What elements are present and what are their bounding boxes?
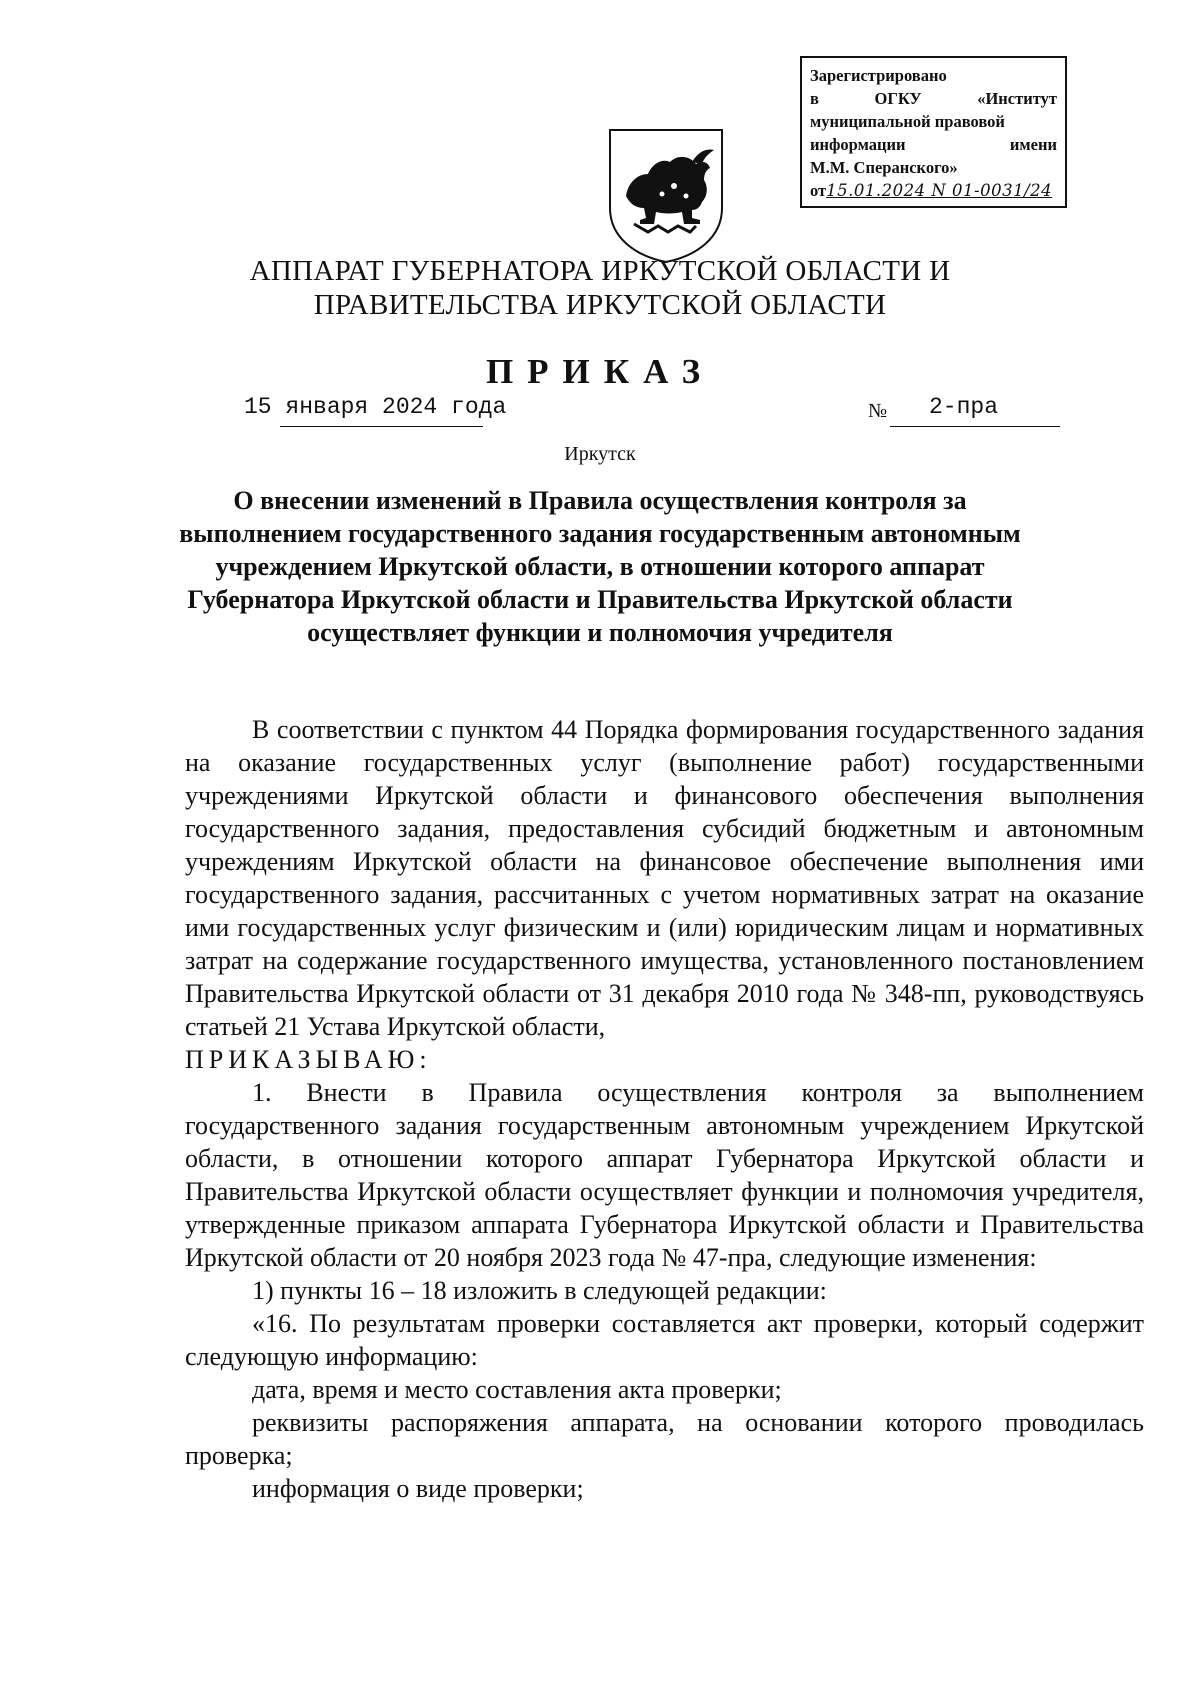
- subitem-1-paragraph: 1) пункты 16 – 18 изложить в следующей редакции:: [252, 1276, 827, 1305]
- organization-name-line-1: АППАРАТ ГУБЕРНАТОРА ИРКУТСКОЙ ОБЛАСТИ И: [249, 255, 951, 287]
- stamp-line-1: Зарегистрировано: [810, 66, 947, 85]
- stamp-line-2-part-a: в: [810, 89, 819, 108]
- stamp-line-3: муниципальной правовой: [810, 112, 1005, 131]
- list-item-2: реквизиты распоряжения аппарата, на основании которого проводилась проверка;: [185, 1408, 1144, 1470]
- stamp-line-2-part-c: «Институт: [977, 89, 1057, 108]
- coat-of-arms-icon: [604, 124, 728, 266]
- stamp-date-prefix: от: [810, 181, 827, 200]
- document-city: Иркутск: [564, 443, 636, 465]
- number-sign: №: [868, 400, 888, 422]
- stamp-line-2: [810, 87, 1057, 110]
- item-1-paragraph: 1. Внести в Правила осуществления контроля за выполнением государственного задания государственным автономным учреждением Иркутской области, в отношении которого аппарат Губернатора Иркутской области и Правительства Иркутской области осуществляет функции и полномочия учредителя, утвержденные приказом аппарата Губернатора Иркутской области и Правительства Иркутской области от 20 ноября 2023 года № 47-пра, следующие изменения:: [185, 1078, 1144, 1272]
- date-underline: [280, 426, 483, 427]
- document-date: 15 января 2024 года: [244, 394, 507, 420]
- document-type-heading: ПРИКАЗ: [485, 352, 715, 391]
- document-title: О внесении изменений в Правила осуществления контроля за выполнением государственного задания государственным автономным учреждением Иркутской области, в отношении которого аппарат Губернатора Иркутской области и Правительства Иркутской области осуществляет функции и полномочия учредителя: [179, 486, 1021, 647]
- registration-stamp: [800, 56, 1067, 208]
- organization-name-line-2: ПРАВИТЕЛЬСТВА ИРКУТСКОЙ ОБЛАСТИ: [313, 289, 887, 321]
- decree-word: ПРИКАЗЫВАЮ:: [185, 1045, 432, 1074]
- stamp-line-4: [810, 133, 1057, 156]
- list-item-3: информация о виде проверки;: [252, 1474, 584, 1503]
- number-underline: [890, 426, 1060, 427]
- list-item-1: дата, время и место составления акта проверки;: [252, 1375, 782, 1404]
- stamp-line-5: М.М. Сперанского»: [810, 158, 958, 177]
- document-body: [185, 713, 1144, 1505]
- document-number: 2-пра: [929, 394, 999, 420]
- stamp-line-4-part-b: имени: [1009, 135, 1057, 154]
- preamble-paragraph: В соответствии с пунктом 44 Порядка формирования государственного задания на оказание государственных услуг (выполнение работ) государственными учреждениями Иркутской области и финансового обеспечения выполнения государственного задания, предоставления субсидий бюджетным и автономным учреждениям Иркутской области на финансовое обеспечение выполнения ими государственного задания, рассчитанных с учетом нормативных затрат на оказание ими государственных услуг физическим и (или) юридическим лицам и нормативных затрат на содержание государственного имущества, установленного постановлением Правительства Иркутской области от 31 декабря 2010 года № 348-пп, руководствуясь статьей 21 Устава Иркутской области,: [185, 715, 1144, 1041]
- point-16-paragraph: «16. По результатам проверки составляется акт проверки, который содержит следующую информацию:: [185, 1309, 1144, 1371]
- stamp-line-6: [810, 179, 1057, 202]
- stamp-line-2-part-b: ОГКУ: [874, 89, 922, 108]
- stamp-line-4-part-a: информации: [810, 135, 906, 154]
- stamp-handwritten-registration: 15.01.2024 N 01-0031/24: [826, 181, 1053, 200]
